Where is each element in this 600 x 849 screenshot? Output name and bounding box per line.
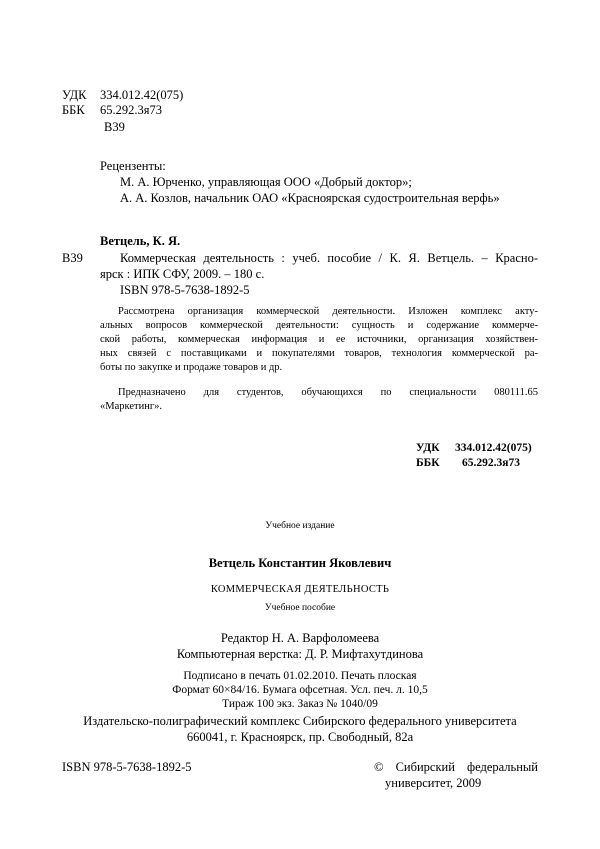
reviewers-title: Рецензенты:: [100, 159, 166, 173]
layout-credit: Компьютерная верстка: Д. Р. Мифтахутдинова: [176, 647, 424, 661]
purpose-line-2: «Маркетинг».: [100, 401, 163, 412]
isbn-line: ISBN 978-5-7638-1892-5: [120, 283, 250, 297]
top-udk-label: УДК: [62, 88, 87, 102]
editor-credit: Редактор Н. А. Варфоломеева: [220, 631, 380, 645]
abstract-line-3: ской работы, коммерческая информация и ее источники, организация хозяйствен-: [100, 334, 538, 345]
full-author: Ветцель Константин Яковлевич: [208, 556, 392, 570]
top-author-mark: В39: [104, 120, 125, 134]
copyright-line-2: университет, 2009: [385, 776, 482, 790]
top-bbk-label: ББК: [62, 103, 85, 117]
publisher-address: 660041, г. Красноярск, пр. Свободный, 82а: [186, 730, 414, 744]
edition-type: Учебное издание: [265, 521, 335, 531]
print-info-3: Тираж 100 экз. Заказ № 1040/09: [222, 698, 378, 710]
reviewer-2: А. А. Козлов, начальник ОАО «Красноярская судостроительная верфь»: [120, 191, 500, 205]
abstract-line-4: ных связей с поставщиками и покупателями товаров, технология коммерческой ра-: [100, 348, 538, 359]
top-bbk-value: 65.292.3я73: [100, 103, 162, 117]
top-udk-value: 334.012.42(075): [100, 88, 184, 102]
right-udk-value: 334.012.42(075): [455, 442, 532, 454]
abstract-line-2: альных вопросов коммерческой деятельности: сущность и содержание коммерче-: [100, 320, 538, 331]
biblio-line-1: Коммерческая деятельность : учеб. пособие / К. Я. Ветцель. – Красно-: [120, 251, 538, 265]
right-bbk-value: 65.292.3я73: [462, 457, 520, 469]
abstract-line-1: Рассмотрена организация коммерческой деятельности. Изложен комплекс акту-: [118, 306, 538, 317]
print-info-2: Формат 60×84/16. Бумага офсетная. Усл. печ. л. 10,5: [172, 684, 428, 696]
publisher-name: Издательско-полиграфический комплекс Сибирского федерального университета: [83, 714, 517, 728]
copyright-line-1: © Сибирский федеральный: [374, 760, 538, 774]
bottom-isbn: ISBN 978-5-7638-1892-5: [62, 760, 192, 774]
print-info-1: Подписано в печать 01.02.2010. Печать плоская: [183, 670, 417, 682]
reviewer-1: М. А. Юрченко, управляющая ООО «Добрый доктор»;: [120, 175, 412, 189]
author-mark: В39: [62, 251, 83, 265]
right-bbk-label: ББК: [416, 457, 440, 469]
book-title: КОММЕРЧЕСКАЯ ДЕЯТЕЛЬНОСТЬ: [210, 584, 390, 595]
purpose-line-1: Предназначено для студентов, обучающихся по специальности 080111.65: [118, 387, 538, 398]
biblio-line-2: ярск : ИПК СФУ, 2009. – 180 с.: [100, 267, 265, 281]
author-heading: Ветцель, К. Я.: [100, 234, 181, 248]
right-udk-label: УДК: [416, 442, 440, 454]
abstract-line-5: боты по закупке и продаже товаров и др.: [100, 362, 283, 373]
book-subtitle: Учебное пособие: [264, 603, 336, 613]
